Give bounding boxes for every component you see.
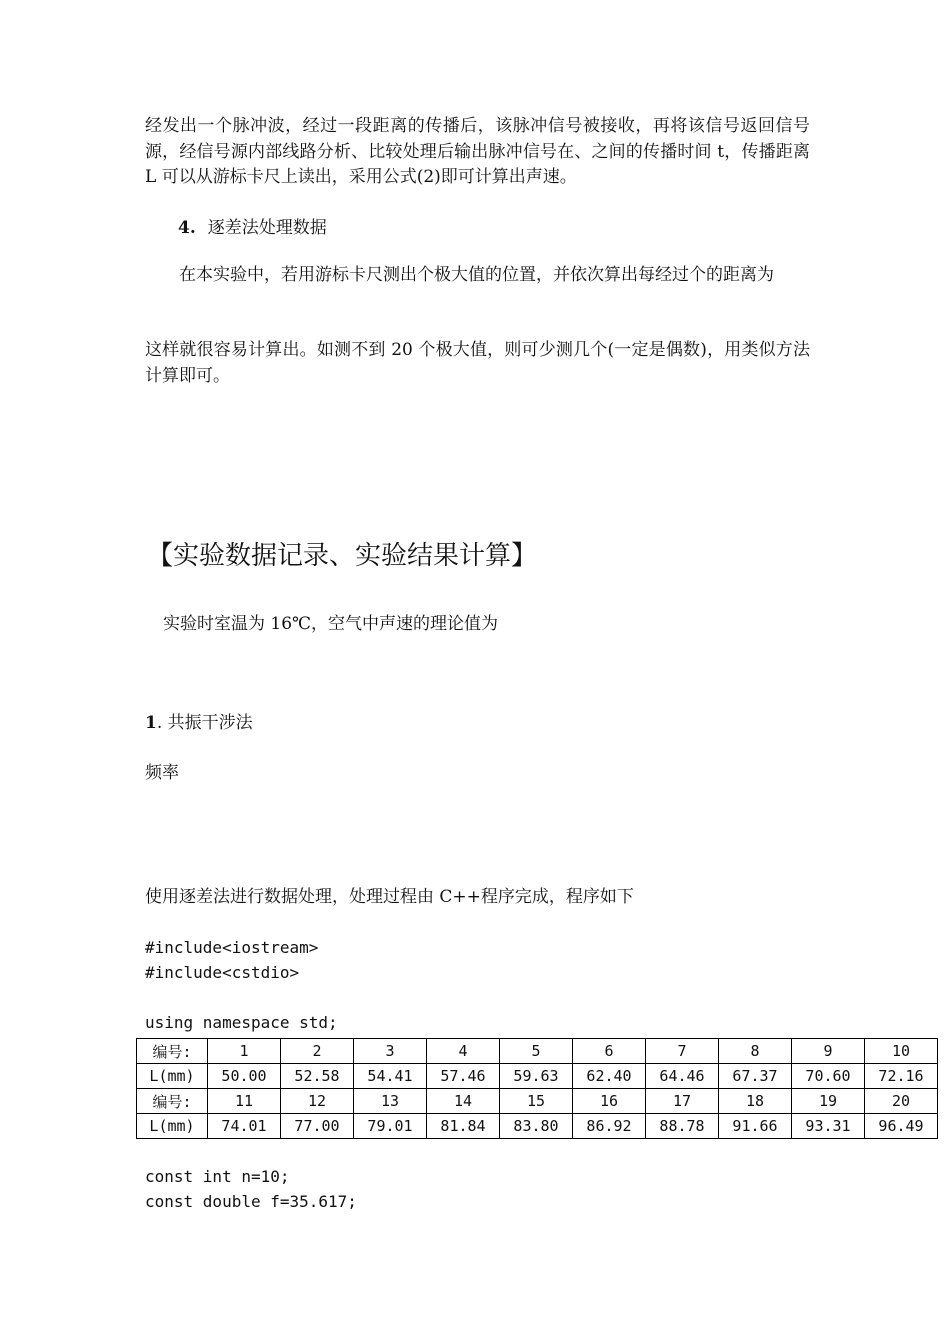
table-cell: 67.37 xyxy=(719,1064,792,1089)
table-cell: 62.40 xyxy=(573,1064,646,1089)
table-cell: 50.00 xyxy=(208,1064,281,1089)
section-4-title: 逐差法处理数据 xyxy=(207,218,327,238)
paragraph-successive-difference: 在本实验中，若用游标卡尺测出个极大值的位置，并依次算出每经过个的距离为 xyxy=(179,265,774,285)
table-row xyxy=(137,1039,938,1064)
table-cell: 11 xyxy=(208,1089,281,1114)
table-cell: 12 xyxy=(281,1089,354,1114)
table-cell: 18 xyxy=(719,1089,792,1114)
code-const-f: const double f=35.617; xyxy=(145,1192,357,1211)
section-4-number: 4. xyxy=(178,218,196,238)
row-header: 编号: xyxy=(137,1089,208,1114)
table-cell: 17 xyxy=(646,1089,719,1114)
table-cell: 72.16 xyxy=(865,1064,938,1089)
row-header: 编号: xyxy=(137,1039,208,1064)
program-intro-text: 使用逐差法进行数据处理，处理过程由 C++程序完成，程序如下 xyxy=(145,887,634,907)
section-4-heading xyxy=(178,213,327,238)
table-cell: 59.63 xyxy=(500,1064,573,1089)
table-cell: 88.78 xyxy=(646,1114,719,1139)
table-cell: 54.41 xyxy=(354,1064,427,1089)
table-cell: 4 xyxy=(427,1039,500,1064)
table-cell: 9 xyxy=(792,1039,865,1064)
code-include-cstdio: #include<cstdio> xyxy=(145,963,300,982)
table-cell: 77.00 xyxy=(281,1114,354,1139)
table-cell: 79.01 xyxy=(354,1114,427,1139)
table-cell: 70.60 xyxy=(792,1064,865,1089)
table-cell: 20 xyxy=(865,1089,938,1114)
table-cell: 1 xyxy=(208,1039,281,1064)
table-cell: 93.31 xyxy=(792,1114,865,1139)
code-const-n: const int n=10; xyxy=(145,1167,290,1186)
section-1-number: 1 xyxy=(145,713,157,733)
section-1-heading xyxy=(145,711,810,737)
table-row xyxy=(137,1089,938,1114)
frequency-label: 频率 xyxy=(145,763,179,783)
table-cell: 3 xyxy=(354,1039,427,1064)
table-row xyxy=(137,1064,938,1089)
section-1-title: . 共振干涉法 xyxy=(156,713,253,733)
table-cell: 64.46 xyxy=(646,1064,719,1089)
measurement-table xyxy=(136,1038,938,1139)
table-cell: 13 xyxy=(354,1089,427,1114)
table-cell: 57.46 xyxy=(427,1064,500,1089)
table-cell: 81.84 xyxy=(427,1114,500,1139)
table-cell: 6 xyxy=(573,1039,646,1064)
table-cell: 74.01 xyxy=(208,1114,281,1139)
paragraph-pulse-method: 经发出一个脉冲波，经过一段距离的传播后，该脉冲信号被接收，再将该信号返回信号源，经信号源内部线路分析、比较处理后输出脉冲信号在、之间的传播时间 t，传播距离 L 可以从游标卡尺上读出，采用公式(2)即可计算出声速。 xyxy=(145,116,810,187)
table-cell: 14 xyxy=(427,1089,500,1114)
row-header: L(mm) xyxy=(137,1114,208,1139)
row-header: L(mm) xyxy=(137,1064,208,1089)
room-temperature-text: 实验时室温为 16℃，空气中声速的理论值为 xyxy=(163,614,499,634)
table-cell: 5 xyxy=(500,1039,573,1064)
table-cell: 10 xyxy=(865,1039,938,1064)
table-cell: 15 xyxy=(500,1089,573,1114)
table-cell: 19 xyxy=(792,1089,865,1114)
table-cell: 52.58 xyxy=(281,1064,354,1089)
table-row xyxy=(137,1114,938,1139)
data-record-heading: 【实验数据记录、实验结果计算】 xyxy=(147,541,538,571)
paragraph-calculation-note: 这样就很容易计算出。如测不到 20 个极大值，则可少测几个(一定是偶数)，用类似方法计算即可。 xyxy=(145,340,810,386)
table-cell: 8 xyxy=(719,1039,792,1064)
table-cell: 7 xyxy=(646,1039,719,1064)
table-cell: 91.66 xyxy=(719,1114,792,1139)
table-cell: 2 xyxy=(281,1039,354,1064)
code-include-iostream: #include<iostream> xyxy=(145,938,319,957)
table-cell: 16 xyxy=(573,1089,646,1114)
table-cell: 86.92 xyxy=(573,1114,646,1139)
table-cell: 83.80 xyxy=(500,1114,573,1139)
table-cell: 96.49 xyxy=(865,1114,938,1139)
code-using-namespace: using namespace std; xyxy=(145,1013,338,1032)
